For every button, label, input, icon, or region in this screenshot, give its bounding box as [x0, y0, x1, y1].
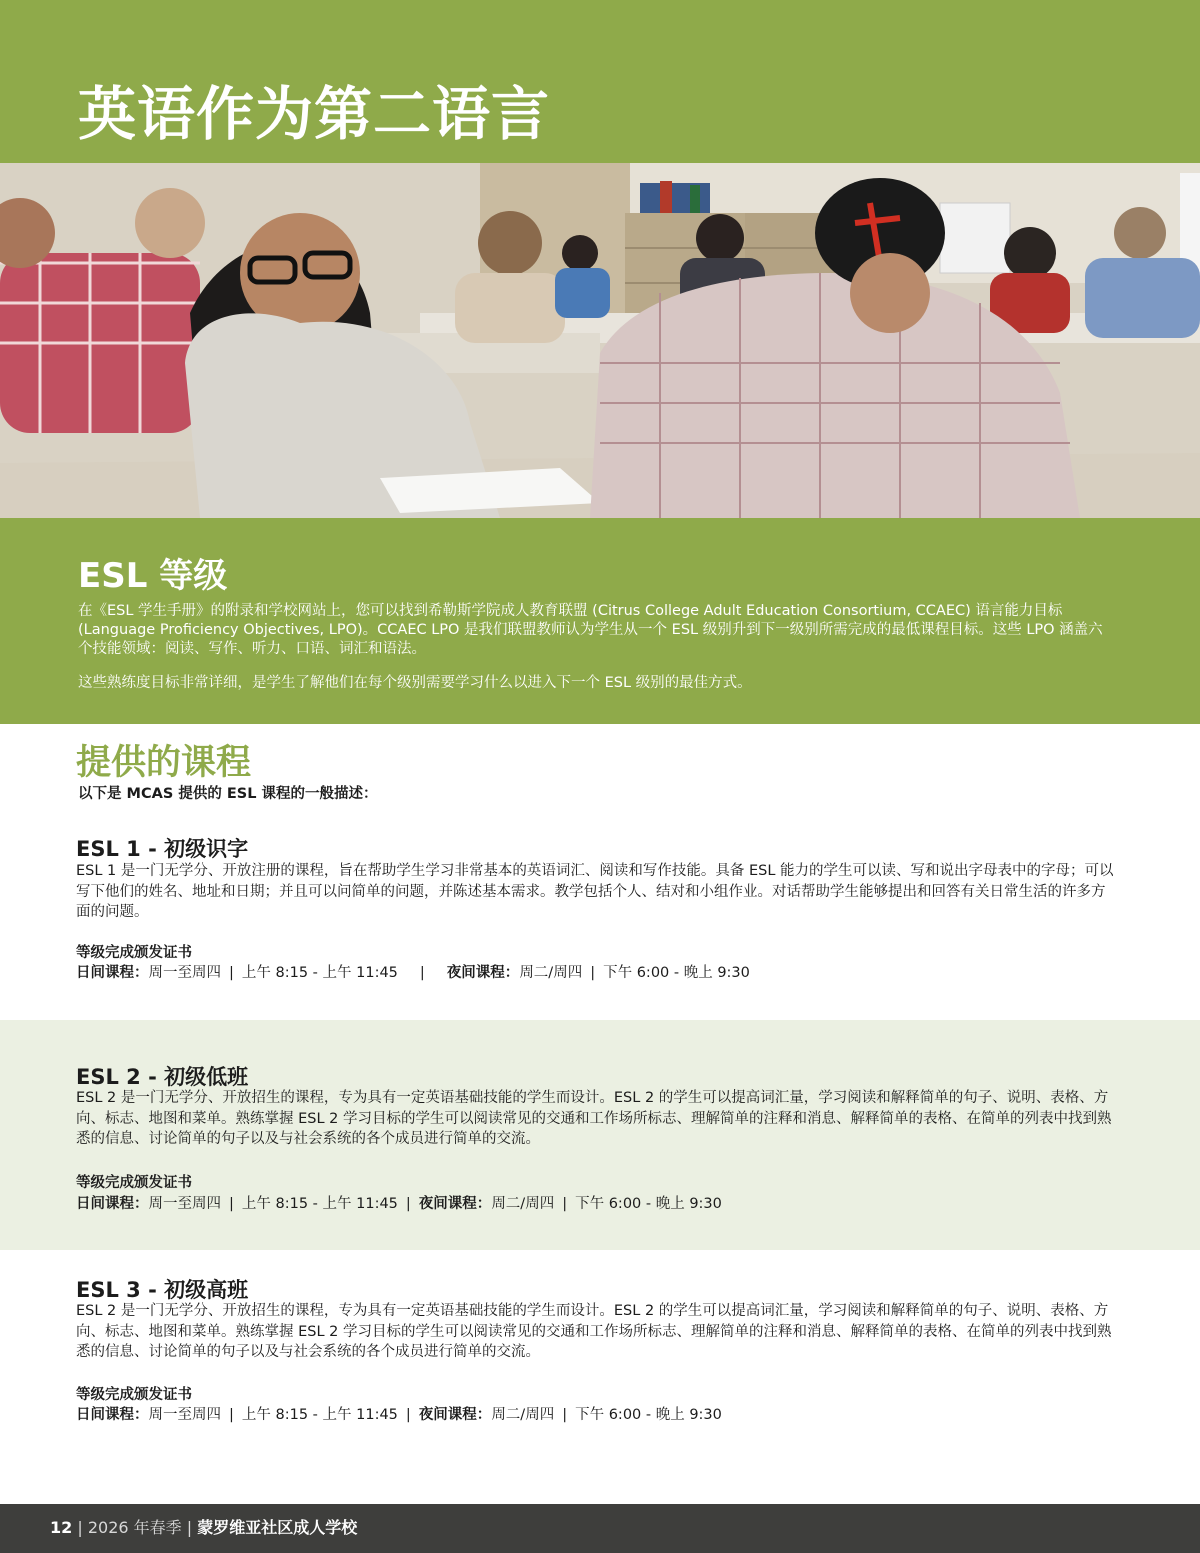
day-label: 日间课程： [76, 965, 149, 981]
esl-levels-paragraph: 这些熟练度目标非常详细，是学生了解他们在每个级别需要学习什么以进入下一个 ESL 级别的最佳方式。 [78, 675, 752, 691]
day-days: 周一至周四 [148, 965, 221, 981]
day-label: 日间课程： [76, 1407, 149, 1423]
day-days: 周一至周四 [148, 1407, 221, 1423]
course-schedule: 日间课程：周一至周四 | 上午 8:15 - 上午 11:45 | 夜间课程：周二/周四 | 下午 6:00 - 晚上 9:30 [76, 1196, 722, 1212]
evening-days: 周二/周四 [491, 1196, 555, 1212]
evening-label: 夜间课程： [418, 1196, 492, 1212]
header-band [0, 0, 1200, 163]
footer-text: 12 | 2026 年春季 | 蒙罗维亚社区成人学校 [50, 1518, 358, 1537]
certificate-note: 等级完成颁发证书 [76, 1175, 192, 1191]
evening-days: 周二/周四 [491, 1407, 555, 1423]
course-name: ESL 3 - 初级高班 [76, 1278, 249, 1302]
courses-intro: 以下是 MCAS 提供的 ESL 课程的一般描述： [78, 786, 378, 802]
evening-time: 下午 6:00 - 晚上 9:30 [575, 1407, 722, 1423]
courses-title: 提供的课程 [76, 743, 252, 783]
footer-season: 2026 年春季 [87, 1518, 182, 1537]
day-time: 上午 8:15 - 上午 11:45 [241, 1196, 398, 1212]
evening-time: 下午 6:00 - 晚上 9:30 [575, 1196, 722, 1212]
course-esl1 [0, 820, 1200, 1020]
course-description: ESL 1 是一门无学分、开放注册的课程，旨在帮助学生学习非常基本的英语词汇、阅读和写作技能。具备 ESL 能力的学生可以读、写和说出字母表中的字母；可以写下他们的姓名、地址和日期；并且可以问简单的问题，并陈述基本需求。教学包括个人、结对和小组作业。对话帮助学生能够提出和回答有关日常生活的许多方面的问题。 [76, 863, 1114, 920]
page-title: 英语作为第二语言 [78, 80, 551, 148]
esl-levels-title: ESL 等级 [78, 556, 228, 596]
classroom-photo [0, 163, 1200, 518]
course-esl3 [0, 1250, 1200, 1450]
footer-school: 蒙罗维亚社区成人学校 [197, 1518, 358, 1537]
evening-days: 周二/周四 [519, 965, 583, 981]
course-description: ESL 2 是一门无学分、开放招生的课程，专为具有一定英语基础技能的学生而设计。ESL 2 的学生可以提高词汇量，学习阅读和解释简单的句子、说明、表格、方向、标志、地图和菜单。熟练掌握 ESL 2 学习目标的学生可以阅读常见的交通和工作场所标志、理解简单的注释和消息、解释简单的表格、在简单的列表中找到熟悉的信息、讨论简单的句子以及与社会系统的各个成员进行简单的交流。 [76, 1090, 1112, 1147]
evening-label: 夜间课程： [446, 965, 520, 981]
course-esl2 [0, 1020, 1200, 1250]
day-days: 周一至周四 [148, 1196, 221, 1212]
course-name: ESL 2 - 初级低班 [76, 1065, 249, 1089]
course-schedule: 日间课程：周一至周四 | 上午 8:15 - 上午 11:45 | 夜间课程：周二/周四 | 下午 6:00 - 晚上 9:30 [76, 1407, 722, 1423]
course-name: ESL 1 - 初级识字 [76, 837, 249, 861]
certificate-note: 等级完成颁发证书 [76, 1387, 192, 1403]
day-time: 上午 8:15 - 上午 11:45 [241, 965, 398, 981]
course-description: ESL 2 是一门无学分、开放招生的课程，专为具有一定英语基础技能的学生而设计。ESL 2 的学生可以提高词汇量，学习阅读和解释简单的句子、说明、表格、方向、标志、地图和菜单。熟练掌握 ESL 2 学习目标的学生可以阅读常见的交通和工作场所标志、理解简单的注释和消息、解释简单的表格、在简单的列表中找到熟悉的信息、讨论简单的句子以及与社会系统的各个成员进行简单的交流。 [76, 1303, 1112, 1360]
esl-levels-paragraph: 在《ESL 学生手册》的附录和学校网站上，您可以找到希勒斯学院成人教育联盟 (Citrus College Adult Education Consortium, CCAEC) 语言能力目标 (Language Proficiency Objectives, LPO)。CCAEC LPO 是我们联盟教师认为学生从一个 ESL 级别升到下一级别所需完成的最低课程目标。这些 LPO 涵盖六个技能领域：阅读、写作、听力、口语、词汇和语法。 [78, 603, 1103, 657]
page-number: 12 [50, 1518, 73, 1537]
evening-time: 下午 6:00 - 晚上 9:30 [603, 965, 750, 981]
evening-label: 夜间课程： [418, 1407, 492, 1423]
page-footer [0, 1504, 1200, 1553]
certificate-note: 等级完成颁发证书 [76, 945, 192, 961]
esl-levels-section [0, 518, 1200, 724]
day-label: 日间课程： [76, 1196, 149, 1212]
course-schedule: 日间课程：周一至周四 | 上午 8:15 - 上午 11:45 | 夜间课程：周二/周四 | 下午 6:00 - 晚上 9:30 [76, 965, 750, 981]
day-time: 上午 8:15 - 上午 11:45 [241, 1407, 398, 1423]
